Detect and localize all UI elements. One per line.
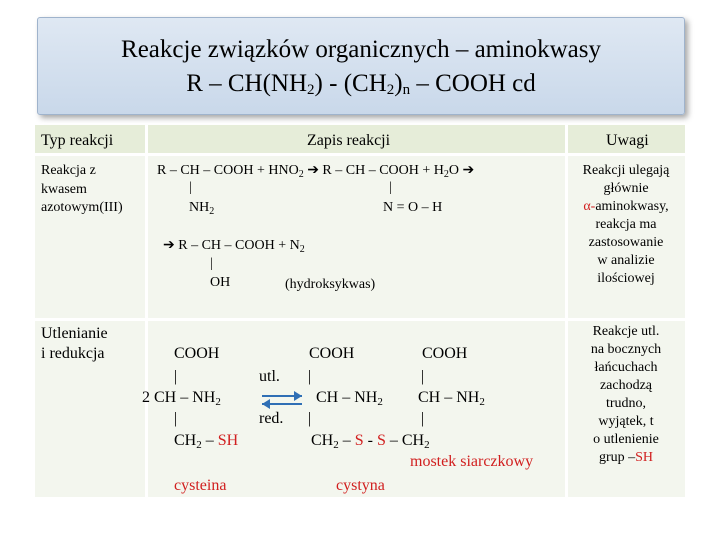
bond-right-bottom: | <box>421 410 425 427</box>
cysteina-label: cysteina <box>174 477 227 494</box>
label-red: red. <box>259 410 284 427</box>
cooh-left: COOH <box>174 345 220 362</box>
row1-bond-2: | <box>389 180 392 195</box>
arrow-right-icon: ➔ <box>307 163 319 178</box>
label-utl: utl. <box>259 368 280 385</box>
row-separator-header <box>35 153 685 156</box>
row2-notes: Reakcje utl. na bocznych łańcuchach zachodzą trudno, wyjątek, t o utlenienie grup –SH <box>590 324 662 465</box>
title-line-2: R – $CH(NH_2) - (CH_2)_n$ – COOH cd <box>186 70 536 98</box>
reaction-table <box>35 125 685 497</box>
mid-disulfide: $CH_2$ – S - S – $CH_2$ <box>311 432 430 451</box>
bond-left-bottom: | <box>174 410 178 427</box>
row1-bond-1: | <box>189 180 192 195</box>
cystyna-label: cystyna <box>336 477 385 494</box>
header-notes: Uwagi <box>606 132 649 149</box>
row1-equation-line2: ➔ R – CH – COOH + $N_2$ <box>163 238 305 255</box>
row1-equation-line1: R – CH – COOH + $HNO_2$ ➔ R – CH – COOH + $H_2O$ ➔ <box>157 163 475 180</box>
right-ch-nh2: CH – $NH_2$ <box>418 389 485 408</box>
row1-notes: Reakcji ulegają głównie α-aminokwasy, reakcja ma zastosowanie w analizie ilościowej <box>582 163 670 286</box>
row1-oh: OH <box>210 275 231 290</box>
left-ch-nh2: 2 CH – $NH_2$ <box>142 389 221 408</box>
row1-noh: N = O – H <box>383 200 443 215</box>
col-separator-1 <box>145 125 148 497</box>
bond-right-top: | <box>421 368 425 385</box>
equilibrium-arrows-icon <box>260 389 305 411</box>
mostek-label: mostek siarczkowy <box>410 453 534 470</box>
arrow-right-icon: ➔ <box>163 238 175 253</box>
header-reaction: Zapis reakcji <box>307 132 391 149</box>
left-ch2-sh: $CH_2$ – SH <box>174 432 239 451</box>
cooh-right: COOH <box>422 345 468 362</box>
title-line-1: Reakcje związków organicznych – aminokwasy <box>121 36 601 63</box>
row1-hydroksykwas: (hydroksykwas) <box>285 277 376 292</box>
row2-type-line2: i redukcja <box>41 345 105 362</box>
row1-nh2: $NH_2$ <box>189 200 215 217</box>
bond-left-top: | <box>174 368 178 385</box>
col-separator-2 <box>565 125 568 497</box>
cooh-middle: COOH <box>309 345 355 362</box>
row1-type-line1: Reakcja z <box>41 163 96 178</box>
bond-mid-bottom: | <box>308 410 312 427</box>
header-type: Typ reakcji <box>41 132 114 149</box>
mid-ch-nh2: CH – $NH_2$ <box>316 389 383 408</box>
title-box <box>37 17 685 115</box>
row-separator-1 <box>35 318 685 321</box>
arrow-right-icon: ➔ <box>462 163 475 178</box>
row1-bond-3: | <box>210 256 213 271</box>
row2-type-line1: Utlenianie <box>41 325 108 342</box>
bond-mid-top: | <box>308 368 312 385</box>
row1-type-line3: azotowym(III) <box>41 200 123 215</box>
row1-type-line2: kwasem <box>41 182 87 197</box>
